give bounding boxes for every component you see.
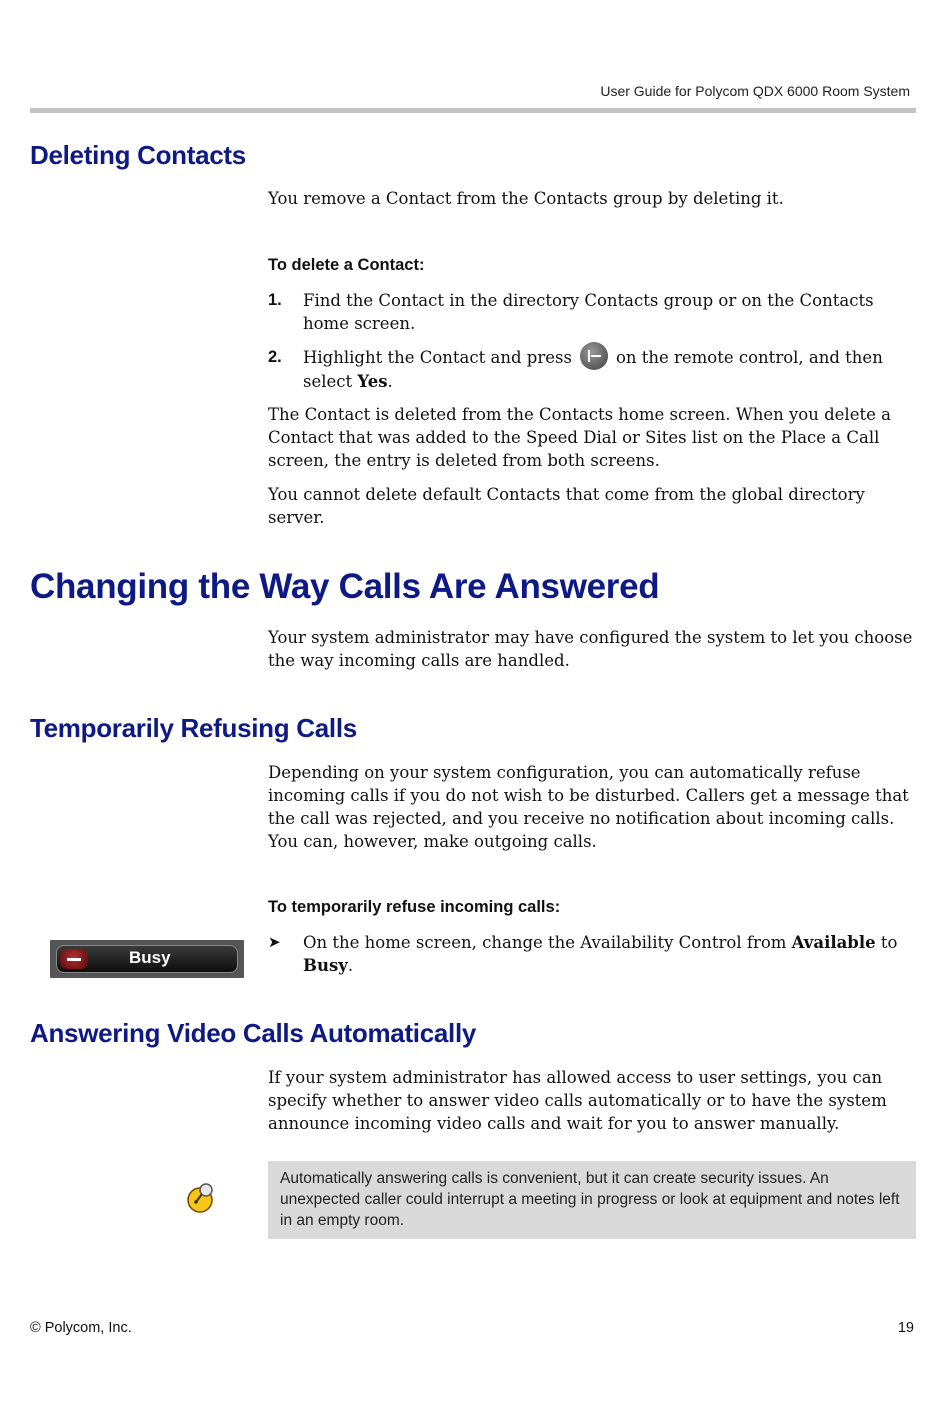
heading-deleting-contacts: Deleting Contacts (30, 140, 246, 170)
page-header-title: User Guide for Polycom QDX 6000 Room System (600, 83, 910, 99)
step-text (303, 346, 918, 393)
arrow-bullet-icon: ➤ (268, 933, 281, 951)
step-number: 2. (268, 348, 282, 366)
page-number: 19 (897, 1320, 914, 1336)
minus-icon (60, 949, 88, 969)
availability-control (56, 945, 238, 973)
bullet-text-b: to (880, 933, 898, 952)
changing-intro: Your system administrator may have configured the system to let you choose the way incoming calls are handled. (268, 628, 913, 670)
step-text: Find the Contact in the directory Contacts group or on the Contacts home screen. (303, 291, 874, 333)
bullet-bold-busy: Busy (303, 956, 348, 975)
bullet-text-a: On the home screen, change the Availability Control from (303, 933, 787, 952)
heading-answering-calls: Answering Video Calls Automatically (30, 1018, 477, 1048)
note-text: Automatically answering calls is convenient, but it can create security issues. An unexpected caller could interrupt a meeting in progress or look at equipment and notes left in an empty room. (280, 1170, 900, 1229)
refuse-bullet (268, 931, 918, 977)
step2-end: . (387, 371, 393, 391)
footer-copyright: © Polycom, Inc. (30, 1320, 132, 1336)
bullet-text (303, 931, 918, 977)
procedure-title-refuse: To temporarily refuse incoming calls: (268, 898, 561, 916)
bullet-bold-available: Available (791, 933, 876, 952)
heading-changing-calls: Changing the Way Calls Are Answered (30, 567, 660, 606)
delete-button-icon (580, 342, 608, 370)
heading-refusing-calls: Temporarily Refusing Calls (30, 713, 357, 743)
refusing-intro: Depending on your system configuration, you can automatically refuse incoming calls if you do not wish to be disturbed. Callers get a message that the call was rejected, and you receive no notification about incoming calls. You can, however, make outgoing calls. (268, 763, 909, 851)
note-box (268, 1161, 916, 1239)
answering-intro: If your system administrator has allowed access to user settings, you can specify whether to answer video calls automatically or to have the system announce incoming video calls and wait for you to answer manually. (268, 1068, 887, 1133)
deleting-body (268, 403, 918, 540)
step2-bold-yes: Yes (357, 371, 388, 391)
availability-control-image (50, 940, 244, 978)
step2-text-a: Highlight the Contact and press (303, 348, 572, 367)
deleting-para-2: You cannot delete default Contacts that come from the global directory server. (268, 485, 865, 527)
deleting-intro: You remove a Contact from the Contacts group by deleting it. (268, 189, 784, 208)
step2-text-b: on the remote control, and then select (303, 348, 883, 391)
bullet-end: . (347, 956, 354, 975)
procedure-title-delete: To delete a Contact: (268, 256, 425, 274)
step-2 (268, 346, 918, 392)
step-number: 1. (268, 291, 282, 309)
busy-label: Busy (129, 948, 171, 967)
note-pushpin-icon (184, 1180, 220, 1216)
step-1 (268, 289, 918, 335)
deleting-para-1: The Contact is deleted from the Contacts home screen. When you delete a Contact that was added to the Speed Dial or Sites list on the Place a Call screen, the entry is deleted from both screens. (268, 405, 891, 470)
header-rule (30, 108, 916, 113)
